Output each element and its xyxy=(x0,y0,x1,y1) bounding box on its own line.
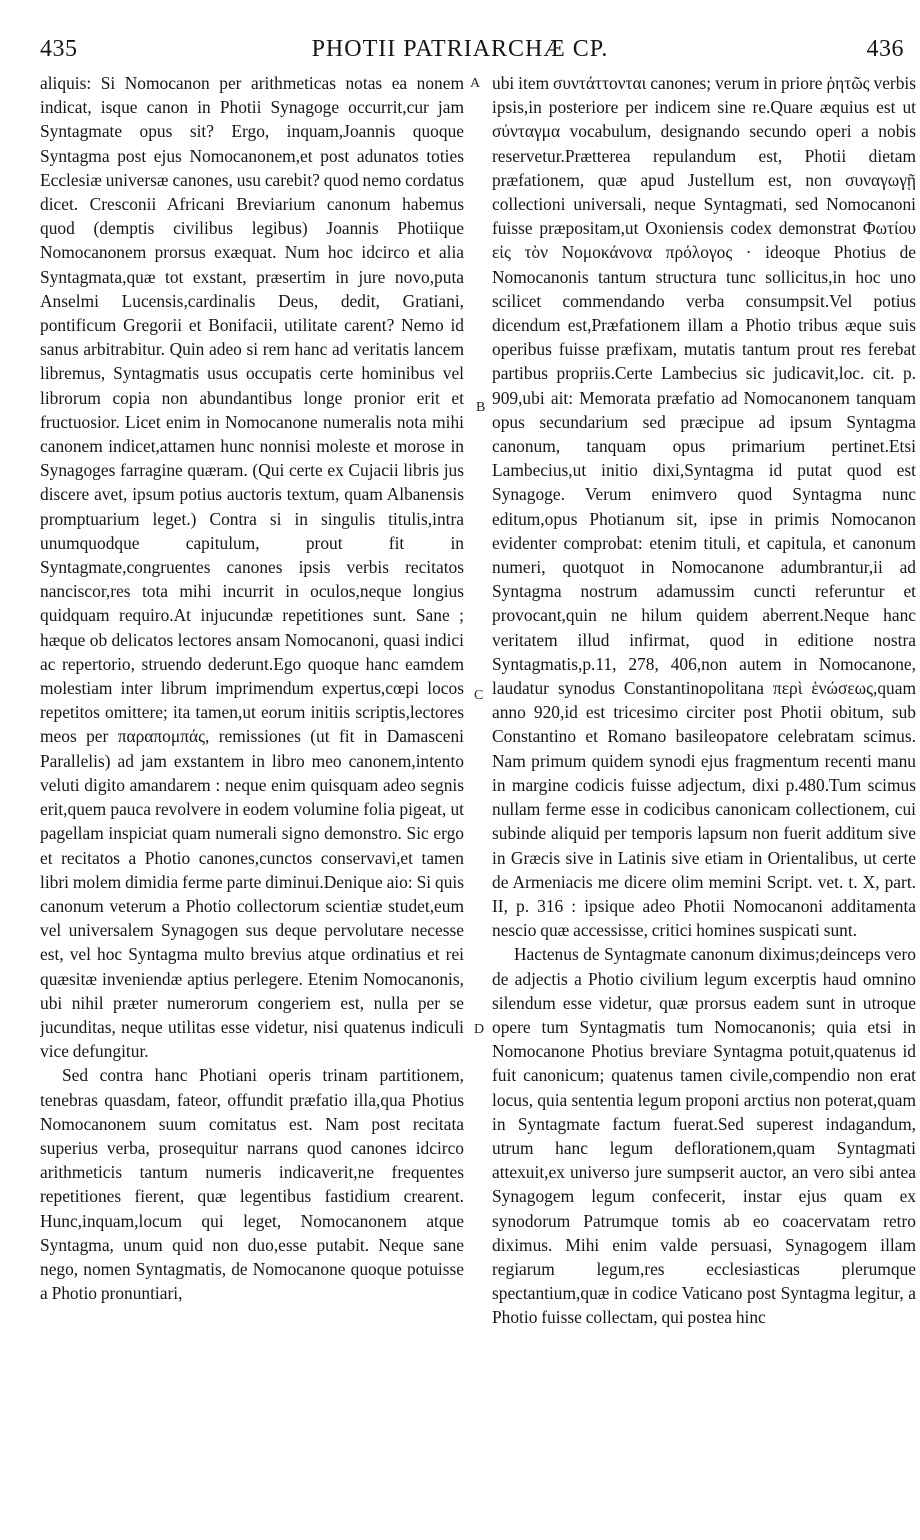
left-paragraph-2: Sed contra hanc Photiani operis trinam partitionem, tenebras quasdam, fateor, offundit præfatio illa,qua Photius Nomocanonem suum comitatus est. Nam post recitata superius verba, prosequitur narrans quod canones idcirco arithmeticis tantum numeris indicaverit,ne frequentes repetitiones fierent, quæ legentibus fastidium crearent. Hunc,inquam,locum qui leget, Nomocanonem atque Syntagma, unum quid non duo,esse putabit. Neque sane nego, nomen Syntagmatis, de Nomocanone quoque potuisse a Photio pronuntiari, xyxy=(40,1065,464,1304)
page-header xyxy=(0,0,920,70)
margin-marker-d: D xyxy=(474,1022,485,1037)
right-paragraph-1: ubi item συντάττονται canones; verum in priore ῥητῶς verbis ipsis,in posteriore per indicem sine re.Quare æquius est ut σύνταγμα vocabulum, designando secundo operi a nobis reservetur.Prætterea repulandum est, Photii dietam præfationem, quæ apud Justellum est, non συναγωγῇ collectioni universali, neque Syntagmati, sed Nomocanoni fuisse præpositam,ut Oxoniensis codex demonstrat Φωτίου εἰς τὸν Νομοκάνονα πρόλογος · ideoque Photius de Nomocanonis tantum structura tunc sollicitus,in hoc uno scilicet commendando verba consumpsit.Vel potius dicendum est,Præfationem illam a Photio tribus æque suis operibus fuisse præfixam, mutatis tantum prout res ferebat partibus propriis.Certe Lambecius sic judicavit,loc. cit. p. 909,ubi ait: Memorata præfatio ad Nomocanonem tanquam opus secundarium sed præcipue ad ipsum Syntagma canonum, tanquam opus primarium pertinet.Etsi Lambecius,ut initio dixi,Syntagma id putat quod est Synagoge. Verum enimvero quod Syntagma nunc editum,opus Photianum sit, ipse in primis Nomocanon evidenter comprobat: etenim tituli, et capitula, et canonum numeri, quotquot in Nomocanone adumbrantur,ii ad Syntagma nostrum adamussim cuncti referuntur et provocant,quin ne hilum quidem aberrent.Neque hanc veritatem illud infirmat, quod in editione nostra Syntagmatis,p.11, 278, 406,non autem in Nomocanone, laudatur synodus Constantinopolitana περὶ ἑνώσεως,quam anno 920,id est tricesimo circiter post Photii obitum, sub Constantino et Romano basileopatore celebratam scimus. Nam primum quidem synodi ejus fragmentum recenti manu in margine codicis fuisse adjectum, dixi p.480.Tum scimus nullam ferme esse in codicibus canonicam collectionem, cui subinde aliquid per temporis lapsum non fuerit additum sive in Græcis sive in Latinis sive etiam in Orientalibus, ut certe de Armeniacis me dicere olim memini Script. vet. t. X, part. II, p. 316 : ipsique adeo Photii Nomocanoni additamenta nescio quæ accessisse, critici homines suspicati sunt. xyxy=(492,73,916,941)
page-number-right: 436 xyxy=(866,36,904,62)
running-title: PHOTII PATRIARCHÆ CP. xyxy=(311,36,609,62)
right-column xyxy=(492,71,916,1526)
left-paragraph-1: aliquis: Si Nomocanon per arithmeticas notas ea nonem indicat, isque canon in Photii Synagoge occurrit,cur jam Syntagmate opus sit? Ergo, inquam,Joannis quoque Syntagma post ejus Nomocanonem,et post adunatos toties Ecclesiæ universæ canones, usu carebit? quod nemo cordatus dicet. Cresconii Africani Breviarium canonum habemus quod (demptis civilibus legibus) Joannis Photiique Nomocanonem prorsus exæquat. Num hoc idcirco et alia Syntagmata,quæ tot exstant, præsertim in jure novo,puta Anselmi Lucensis,cardinalis Deus, dedit, Gratiani, pontificum Gregorii et Bonifacii, utilitate carent? Nemo id sanus arbitrabitur. Quin adeo si rem hanc ad veritatis lancem libremus, Syntagmatis usus occupatis certe hominibus vel librorum copia non abundantibus longe pronior erit et fructuosior. Licet enim in Nomocanone numeralis nota mihi canonem indicet,attamen hunc nonnisi moleste et morose in Synagoges farragine quæram. (Qui certe ex Cujacii libris jus discere avet, ipsum potius auctoris textum, quam Albanensis promptuarium leget.) Contra si in singulis titulis,intra unumquodque capitulum, prout fit in Syntagmate,congruentes canones ipsis verbis recitatos nanciscor,res tota mihi incurrit in oculos,neque longius quidquam requiro.At injucundæ repetitiones sunt. Sane ; hæque ob delicatos lectores ansam Nomocanoni, quasi indici ac repertorio, struendo dederunt.Ego quoque hanc eamdem molestiam inter librum imprimendum expertus,cœpi locos repetitos omittere; ita tamen,ut eorum initiis scriptis,lectores meos per παραπομπάς, remissiones (ut fit in Damasceni Parallelis) ad jam exstantem in libro meo canonem,intento veluti digito amandarem : neque enim quisquam adeo segnis erit,quem pauca revolvere in eodem volumine folia pigeat, ut pagellam inspiciat quam numerali signo demonstro. Sic ergo et recitatos a Photio canones,cunctos conservavi,et tamen libri molem dimidia ferme parte diminui.Denique aio: Si quis canonum veterum a Photio collectorum scientiæ studet,eum vel universalem Synagogen sus deque pervolutare necesse est, vel hoc Syntagma multo brevius atque ordinatius et rei quæsitæ inveniendæ aptius perlegere. Etenim Nomocanonis, ubi nihil præter numerorum congeriem est, nulla per se jucunditas, neque utilitas esse videtur, nisi quatenus indiculi vice defungitur. xyxy=(40,73,464,1062)
margin-marker-c: C xyxy=(474,688,484,703)
right-paragraph-2: Hactenus de Syntagmate canonum diximus;deinceps vero de adjectis a Photio civilium legum excerptis haud omnino silendum esse videtur, quæ prorsus eadem sunt in utroque opere tum Syntagmatis tum Nomocanonis; quia etsi in Nomocanone Photius breviare Syntagma potuit,quatenus id fuit canonicum; quatenus tamen civile,compendio non erat locus, quia sententia legum proponi arctius non poterat,quam in Syntagmate factum fuerat.Sed superest indagandum, utrum hanc legum deflorationem,quam Syntagmati attexuit,ex universo jure sumpserit auctor, an vero sibi antea Synagogem legum confecerit, instar ejus quam ex synodorum Patrumque tomis ab eo coacervatam retro diximus. Mihi enim valde persuasi, Synagogem illam regiarum legum,res ecclesiasticas plerumque spectantium,quæ in codice Vaticano post Syntagma legitur, a Photio fuisse collectam, qui postea hinc xyxy=(492,944,916,1328)
margin-marker-b: B xyxy=(476,400,486,415)
page-number-left: 435 xyxy=(40,36,78,62)
left-column xyxy=(40,71,464,1526)
margin-marker-a: A xyxy=(470,76,481,91)
